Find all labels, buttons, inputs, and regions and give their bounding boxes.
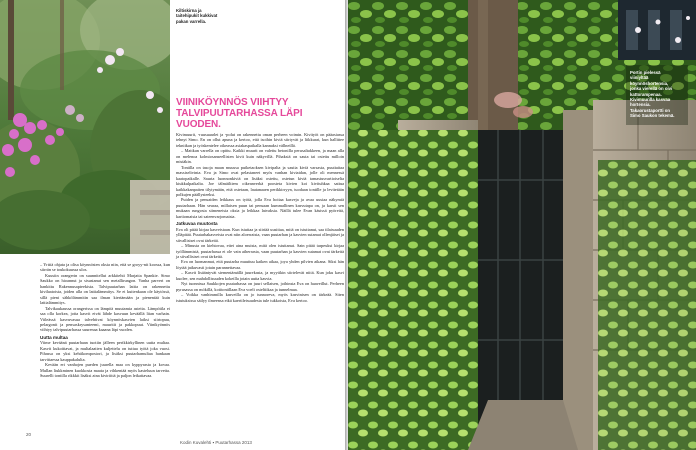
section-heading: Jatkuvaa muutosta (176, 221, 218, 227)
page-gutter-shadow (345, 0, 349, 450)
garden-gate-photo-image (348, 0, 696, 450)
paragraph: Viime keväänä puutarhaan tuotiin jälleen perikkirkyllinen uutta multaa. Kasvit kukoittavat, ja multalaatien kuljettelu on tuttua työtä joka vuosi. Pihassa on yksi kehtikompostori, ja lisäksi puutarhamultaa hankaan tarvittaessa kauppakalulta. (40, 340, 170, 362)
paragraph: Kivimuurit, -ruusuaarlet ja -polut on rakennettu oman perheen voimin. Kivityöt on pääasiassa tehnyt Simo. En on ollut apuna ja kertoo, että isoihin kiviä siirtyvät ja liikkurat, kun hallittee tekniikan ja työskentelee oikeassa asiakaspaikalla kannaksi vällneillä. (176, 132, 344, 148)
page-number: 20 (26, 432, 32, 437)
garden-gate-photo (348, 0, 696, 450)
article-headline: VIINIKÖYNNÖS VIIHTYY TALVIPUUTARHASSA LÄPI VUODEN. (176, 97, 303, 130)
garden-photo-left-image (0, 0, 170, 254)
paragraph: Talvikaukaussa orangerissa on lämpöä muutamia asteita. Lämpötila ei saa olla korkea, jotta kasvit eivät lähde kasvuun keväällä liian varhain. Viileässä kasvuvasua talvehtivat köynnöskasvien laiksi siirtopuu, pelargonit ja pensaskrysanteemi, mauritit ja pakkopuut. Viinikyönnös viihtyy talvipuutarhassa suurenaa kaaana läpi vuoden. (40, 305, 170, 333)
photo-caption-left: Kiltiskirna ja taitehipukit kukkivat pakan varrella. (176, 8, 218, 24)
paragraph: – Minusta on kiehtovaa, ettei aina muista, mitä olen istuttanut. Sain pitää tarpeuksi kirjaa työllämmistä, puutarhassa ei ole vain aiherrasta, vaan puutarhan ja kasvien sutamat ovat tärkeitä ja siivallisiset ovat tärkeitä. (176, 243, 344, 259)
paragraph: Eva on luomanmat, että puutarha muuttuu kaiken aikaa, joya yhden pilvien aikana. Siksi hän löytää jatkuvasti jotain parannettavaa. (176, 259, 344, 270)
garden-photo-left (0, 0, 170, 254)
paragraph: – Yrttiä ohjata ja olisa köynnösten oksia niin, että se groyy-nit koossa, kun siirrän se toukokuussa ulos. (40, 262, 170, 273)
section-heading: Uutta multaa (40, 334, 68, 340)
paragraph: Kevään eri vanhojen pueden juurella maa on kyppyrasta ja kovaa. Mullan liukkminen kuokkosta maata ja vihkentää myös kasteluun tarvetta. Suurelli tontilla rikkkit lisäksi aina kiviriittä ja paljon leikattavaa. (40, 362, 170, 379)
paragraph: Puiden ja pensaiden leikkaus on työtä, jolla Eva hoitaa kasveja ja avaa uusiaa näkymiä puutarhaan. Hän seuraa, millaisen puun tai pensaan kummallinen kasvutapa on, ja karsii sen mukaan rungosta siimeneisia oksia ja leikkaa latvaksia. Näillä tulee Evan käsissä pyöreitä, kartiomaisia tai sateenvarjomaisia. (176, 197, 344, 219)
photo-caption-right: Portin pielessä viiniyltää köynnöshortensia, jonka vierellä on oivi kattorampenaa. Kivimuurilla kasvaa hortensia. Takaorustaportti on Simo Saukon tekemä. (630, 70, 675, 119)
body-column-right (176, 132, 344, 303)
paragraph: – Voikka vanhimmilla kasveilla on jo tunnoreva, myös kasvinisen on tärkeää. Siten istutuksissa säilyy ilmeensa eikä kaertileisuudesta tule tukkoista, Eva kertoo. (176, 292, 344, 303)
paragraph: Kuusiin orangerin on suunnitellut arkkitehti Marjatta Spankie. Simo Saukko on hioannut ja sisustanut sen metallirungon. Vanha parveri on hankittu Rakennusapteekista. Talvipuutarhan lattia on rakennettu kivilaatoista, joiden alla on lattialämmitys. Se ei kuitenkaan ole käytössä, sillä pieni sähkölämmitin saa ilman kiertämään ja pienentää kuin lattialämmitys. (40, 272, 170, 306)
paragraph: Eva oli pitää kirjaa kasveistaan. Kun istuttaa ja siirtää uusittaa, mitä on istuttanut, saa tilaisuuden ylläpitää. Puutarhakasveista ovat niin aloerraista, vaan puutarhan ja kasvien sutamat ollenjäiset ja siivallisiset ovat tärkeitä. (176, 226, 344, 243)
body-column-left (40, 262, 170, 379)
paragraph: – Kasvit lisääntyvät siementämällä juurekasta, ja myytikin siirtelevät niitä. Kun joku kasvi kuolee, sen mahdollisuuden kokeilla jotain uutta kasvia. (176, 270, 344, 281)
paragraph: – Mattkan varrella on opittu. Kaikki muurit on valettu betonilla perusaltakkeen, ja maan alla on melenoa kolmiosanseellisten kivit kuin näkyvillä. Pihaksiä on sauta tai ostettu milloin mistäkin. (176, 148, 344, 165)
paragraph: Nyt tuonnissa Saukkojen puutarhassa on juuri sellaisen, joihinsta Eva on haaveillut. Perheen pyrusassa on mökillä, kotitontillaan Eva voeli osteltiikaa ja tunnelmaa. (176, 281, 344, 292)
paragraph: Tontilla on tasoja maan muussa puiketaoksen kivipalta ja sautia kiviä varsasta, puuttaitaa massiselivinta. Eva ja Simo ovat pelastaneet myös vanhan kiviaidan, jolle oli mennessä kaatopaikalle. Sauria luonnonkiviä on lisäksi ostettu, ostetun kiviä tamastusvartioiselta kiukkulpaikalta. Joe tälmäiltiem oikeanverkä poosteta kivien koi kivituhkaa sattua kaikkakanpaiten tilytymään, että ostetaan, lautanaaen perikkirryyn, tuodaan tontille ja levitetään polkujen päällysteeksi. (176, 164, 344, 197)
folio-text: Kodin Kuvalehti ▪ Puutarhassa 2013 (180, 440, 252, 445)
